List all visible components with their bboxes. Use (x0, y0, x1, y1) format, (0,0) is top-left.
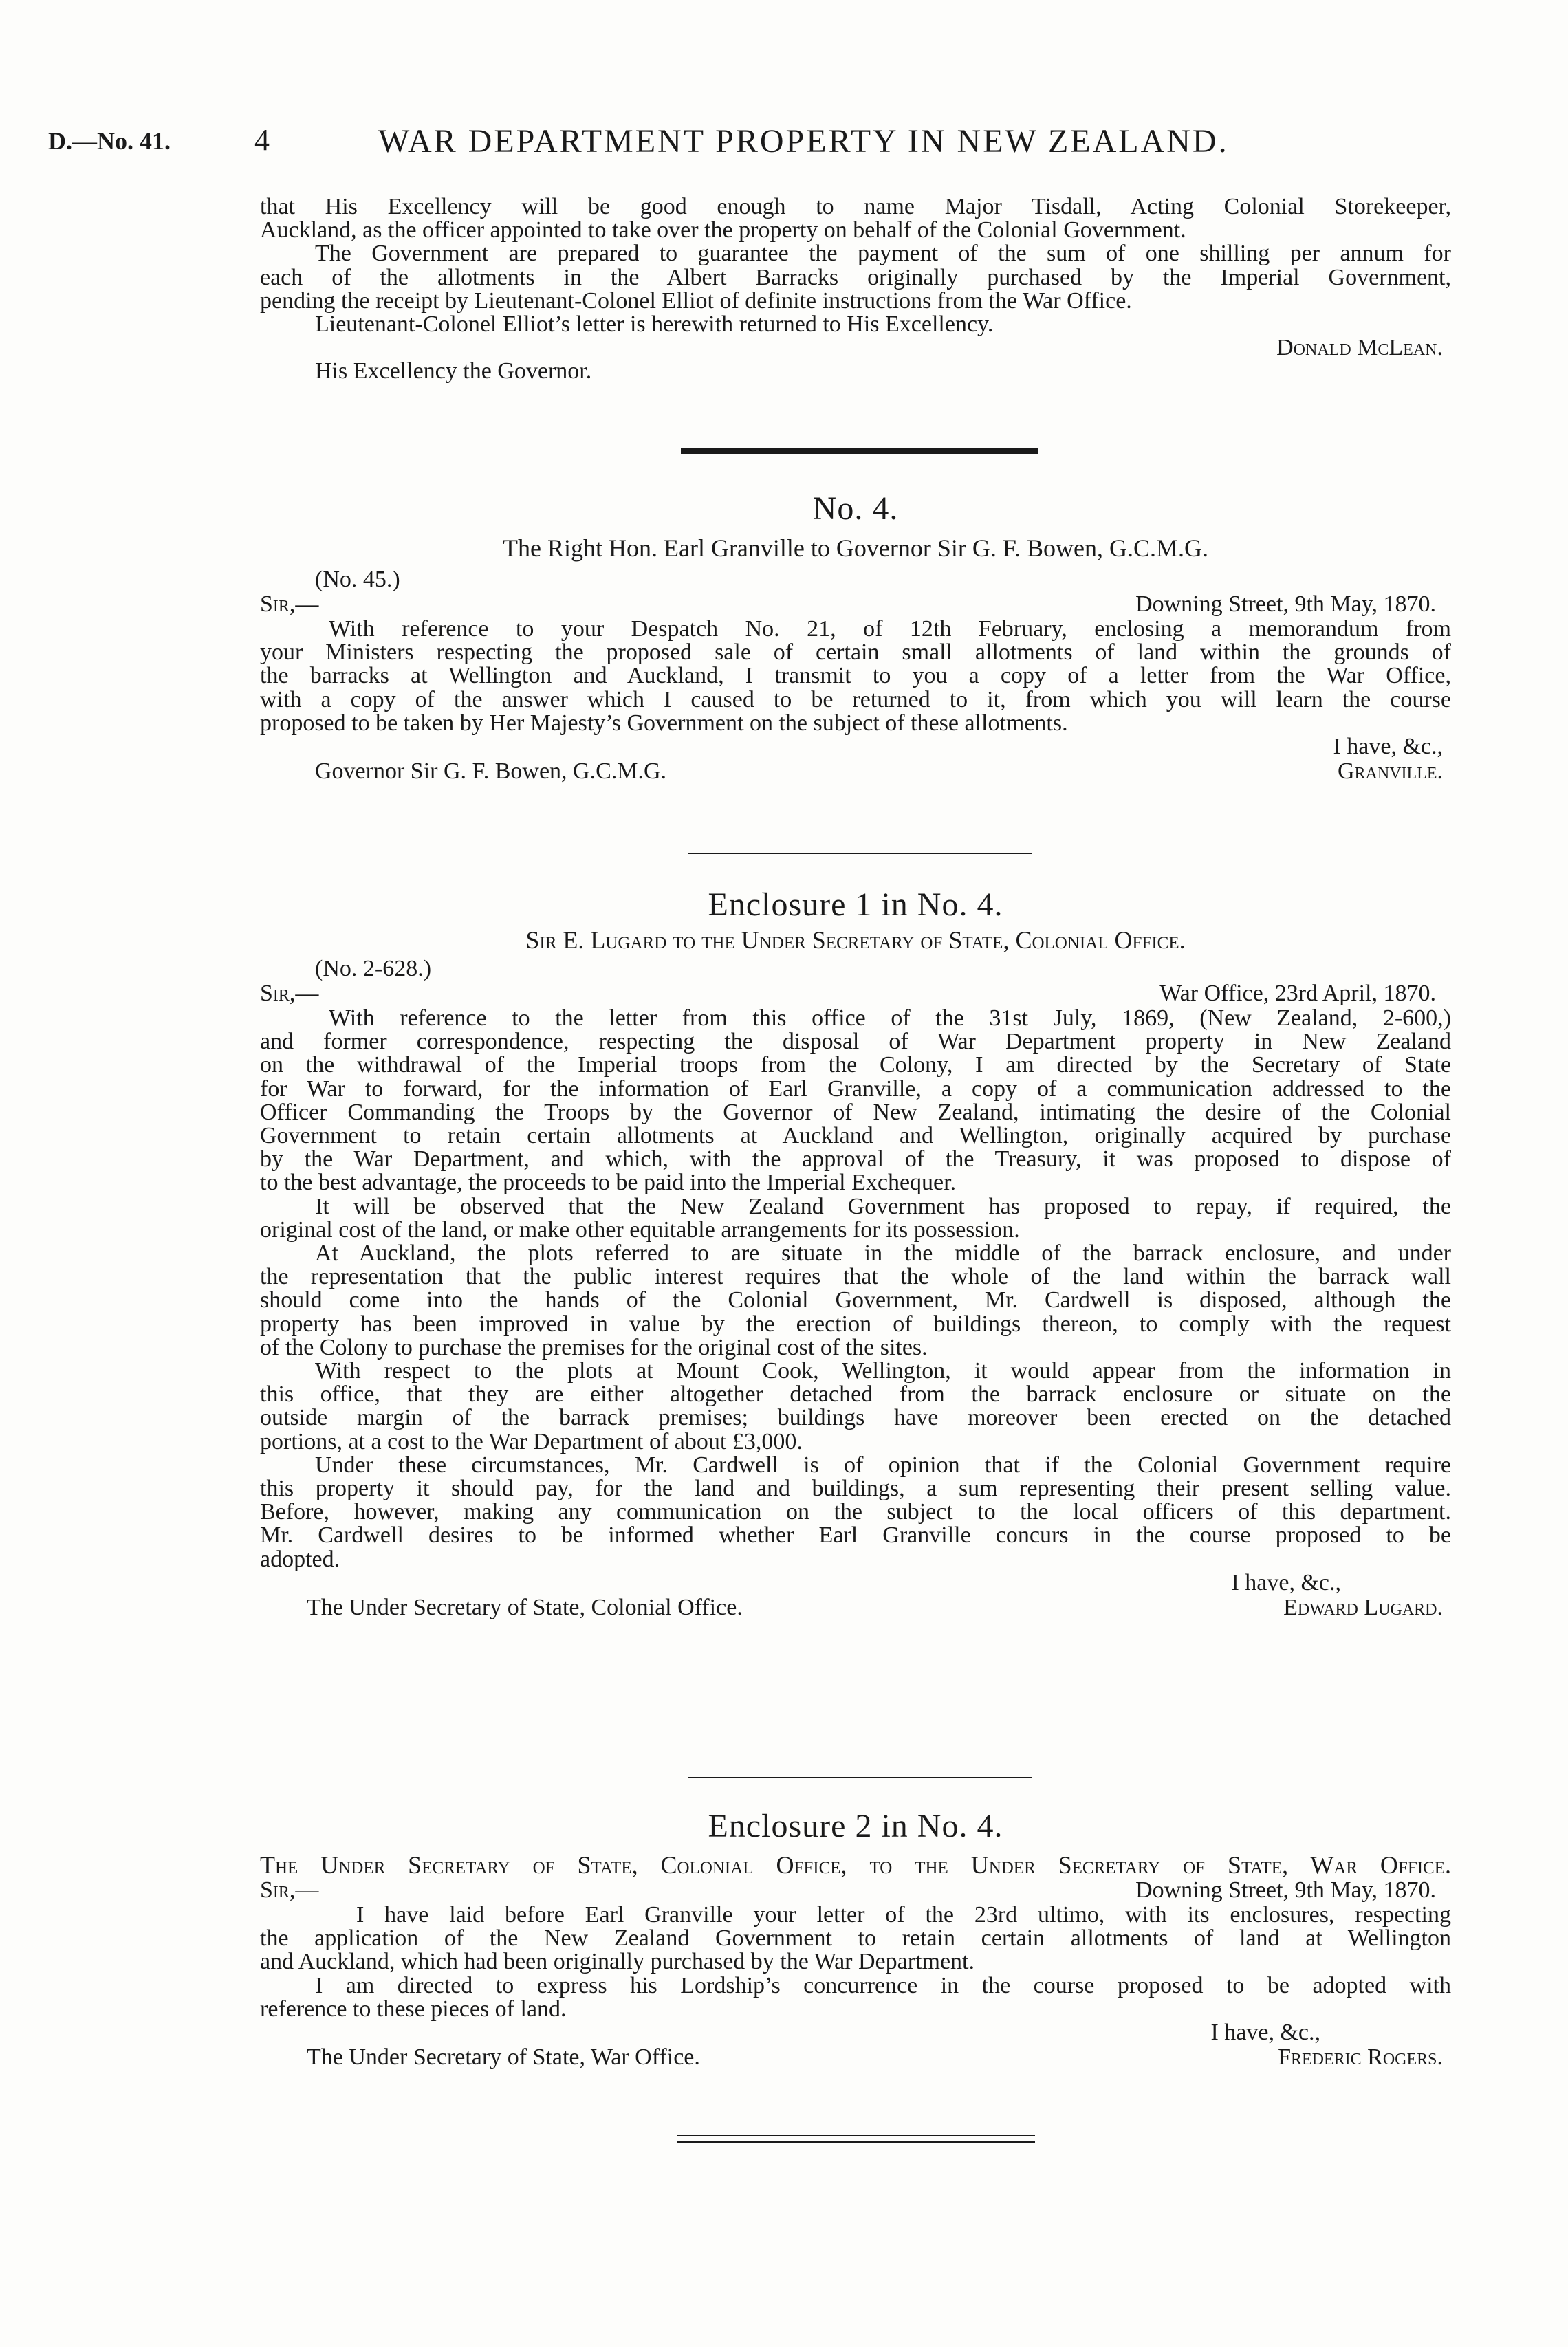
salutation: Sir,— (260, 591, 319, 617)
section-heading: Enclosure 1 in No. 4. (708, 886, 1003, 923)
end-rule-bottom (677, 2141, 1035, 2143)
salutation-row (260, 981, 1451, 1007)
text-line: I am directed to express his Lordship’s concurrence in the course proposed to be adopted with (315, 1972, 1451, 1998)
text-line: the representation that the public interest requires that the whole of the land within the barrack wall (260, 1264, 1451, 1290)
text-line: the application of the New Zealand Government to retain certain allotments of land at Wellington (260, 1925, 1451, 1952)
closing: I have, &c., (1333, 734, 1443, 760)
text-line: Lieutenant-Colonel Elliot’s letter is herewith returned to His Excellency. (315, 312, 994, 338)
text-line: reference to these pieces of land. (260, 1996, 567, 2022)
salutation-row (260, 1877, 1451, 1903)
place-date: War Office, 23rd April, 1870. (1159, 981, 1436, 1006)
section-heading: Enclosure 2 in No. 4. (708, 1808, 1003, 1844)
signature: Donald McLean. (1276, 335, 1443, 361)
text-line: this property it should pay, for the land and buildings, a sum representing their present selling value. (260, 1476, 1451, 1502)
signature: Edward Lugard. (1283, 1594, 1443, 1620)
text-line: Auckland, as the officer appointed to take over the property on behalf of the Colonial Government. (260, 217, 1186, 243)
text-line: With reference to the letter from this office of the 31st July, 1869, (New Zealand, 2-600,) (329, 1005, 1451, 1031)
text-line: Government to retain certain allotments at Auckland and Wellington, originally acquired by purchase (260, 1123, 1451, 1149)
page-number: 4 (254, 123, 270, 157)
text-line: outside margin of the barrack premises; buildings have moreover been erected on the detached (260, 1405, 1451, 1431)
section-divider (688, 1777, 1032, 1778)
text-line: on the withdrawal of the Imperial troops from the Colony, I am directed by the Secretary of State (260, 1052, 1451, 1078)
addressee: The Under Secretary of State, War Office. (307, 2044, 700, 2071)
closing: I have, &c., (1231, 1569, 1341, 1595)
text-line: original cost of the land, or make other equitable arrangements for its possession. (260, 1216, 1020, 1243)
text-line: With respect to the plots at Mount Cook, Wellington, it would appear from the information in (315, 1358, 1451, 1384)
addressee: His Excellency the Governor. (315, 358, 592, 384)
text-line: property has been improved in value by the erection of buildings thereon, to comply with the request (260, 1311, 1451, 1337)
page-title: WAR DEPARTMENT PROPERTY IN NEW ZEALAND. (378, 123, 1229, 160)
text-line: Officer Commanding the Troops by the Governor of New Zealand, intimating the desire of the Colonial (260, 1099, 1451, 1125)
page-header (48, 122, 1451, 177)
despatch-no4 (260, 491, 1451, 785)
salutation: Sir,— (260, 981, 319, 1006)
enclosure-1 (260, 887, 1451, 1621)
text-line: Mr. Cardwell desires to be informed whether Earl Granville concurs in the course proposed to be (260, 1522, 1451, 1549)
text-line: each of the allotments in the Albert Barracks originally purchased by the Imperial Government, (260, 264, 1451, 290)
intro-section (260, 195, 1451, 383)
section-heading: No. 4. (812, 490, 899, 527)
text-line: to the best advantage, the proceeds to be paid into the Imperial Exchequer. (260, 1170, 957, 1196)
text-line: and Auckland, which had been originally purchased by the War Department. (260, 1949, 974, 1975)
text-line: It will be observed that the New Zealand Government has proposed to repay, if required, the (315, 1193, 1451, 1219)
text-line: of the Colony to purchase the premises for the original cost of the sites. (260, 1334, 928, 1360)
text-line: I have laid before Earl Granville your letter of the 23rd ultimo, with its enclosures, respecting (356, 1902, 1451, 1928)
text-line: this office, that they are either altogether detached from the barrack enclosure or situate on the (260, 1382, 1451, 1408)
place-date: Downing Street, 9th May, 1870. (1135, 591, 1436, 617)
text-line: your Ministers respecting the proposed sale of certain small allotments of land within the grounds of (260, 640, 1451, 666)
text-line: At Auckland, the plots referred to are situate in the middle of the barrack enclosure, and under (315, 1241, 1451, 1267)
text-line: and former correspondence, respecting the disposal of War Department property in New Zealand (260, 1029, 1451, 1055)
text-line: The Government are prepared to guarantee the payment of the sum of one shilling per annum for (315, 241, 1451, 267)
text-line: the barracks at Wellington and Auckland, I transmit to you a copy of a letter from the War Office, (260, 663, 1451, 689)
addressee: Governor Sir G. F. Bowen, G.C.M.G. (315, 758, 667, 785)
text-line: that His Excellency will be good enough to name Major Tisdall, Acting Colonial Storekeeper, (260, 194, 1451, 219)
document-reference: D.—No. 41. (48, 127, 171, 155)
signature: Granville. (1337, 758, 1443, 785)
section-from-to: The Under Secretary of State, Colonial Office, to the Under Secretary of State, War Office. (260, 1851, 1451, 1879)
salutation: Sir,— (260, 1877, 319, 1903)
text-line: With reference to your Despatch No. 21, of 12th February, enclosing a memorandum from (329, 616, 1451, 642)
section-divider (681, 448, 1038, 454)
place-date: Downing Street, 9th May, 1870. (1135, 1877, 1436, 1903)
enclosure-2 (260, 1809, 1451, 2071)
text-line: portions, at a cost to the War Department of about £3,000. (260, 1428, 803, 1454)
section-divider (688, 853, 1032, 854)
section-from-to: The Right Hon. Earl Granville to Governor Sir G. F. Bowen, G.C.M.G. (503, 534, 1208, 562)
closing: I have, &c., (1210, 2020, 1320, 2046)
text-line: by the War Department, and which, with the approval of the Treasury, it was proposed to dispose of (260, 1146, 1451, 1172)
text-line: Before, however, making any communication on the subject to the local officers of this department. (260, 1499, 1451, 1525)
salutation-row (260, 591, 1451, 618)
section-from-to: Sir E. Lugard to the Under Secretary of State, Colonial Office. (525, 926, 1186, 954)
text-line: pending the receipt by Lieutenant-Colonel Elliot of definite instructions from the War Office. (260, 287, 1132, 314)
addressee-row (260, 1595, 1451, 1621)
addressee-row (260, 758, 1451, 785)
addressee: The Under Secretary of State, Colonial Office. (307, 1594, 743, 1620)
text-line: with a copy of the answer which I caused to be returned to it, from which you will learn the course (260, 686, 1451, 712)
text-line: should come into the hands of the Colonial Government, Mr. Cardwell is disposed, although the (260, 1287, 1451, 1313)
despatch-ref: (No. 45.) (315, 567, 400, 592)
letter-ref: (No. 2-628.) (315, 956, 432, 981)
end-rule-top (677, 2135, 1035, 2136)
addressee-row (260, 2044, 1451, 2071)
text-line: adopted. (260, 1546, 340, 1572)
text-line: proposed to be taken by Her Majesty’s Government on the subject of these allotments. (260, 710, 1068, 736)
text-line: for War to forward, for the information of Earl Granville, a copy of a communication addressed to the (260, 1076, 1451, 1102)
signature: Frederic Rogers. (1278, 2044, 1443, 2071)
text-line: Under these circumstances, Mr. Cardwell is of opinion that if the Colonial Government require (315, 1452, 1451, 1478)
